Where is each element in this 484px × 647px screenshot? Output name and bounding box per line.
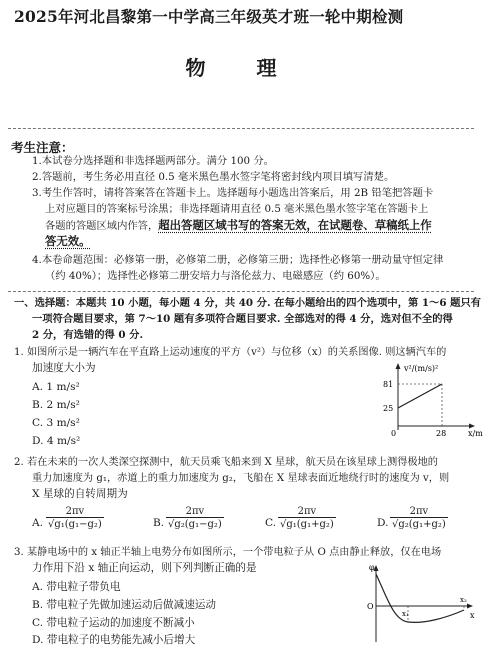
note-3-line3	[45, 218, 432, 235]
q3-option-b: B. 带电粒子先做加速运动后做减速运动	[32, 599, 217, 611]
note-4-line2: （约 40%）；选择性必修第二册安培力与洛伦兹力、电磁感应（约 60%）。	[45, 270, 386, 282]
y-tick-81: 81	[383, 380, 394, 389]
q1-v2-x-graph	[370, 360, 483, 438]
potential-curve	[376, 574, 464, 622]
note-1: 1.本试卷分选择题和非选择题两部分。满分 100 分。	[32, 155, 274, 167]
graph-line	[398, 384, 442, 408]
numerator: 2πv	[390, 506, 448, 518]
x-label: x	[470, 611, 475, 620]
q2-option-a-label: A.	[32, 517, 44, 529]
denominator: √g₁(g₁+g₂)	[280, 519, 334, 530]
denominator: √g₂(g₁−g₂)	[168, 519, 222, 530]
section-instructions-3: 2 分，有选错的得 0 分.	[32, 329, 144, 341]
origin-label: 0	[391, 429, 397, 438]
q1-option-c: C. 3 m/s²	[32, 417, 80, 429]
q3-option-a: A. 带电粒子带负电	[32, 581, 121, 593]
q3-potential-graph	[366, 562, 478, 646]
q2-option-d-fraction	[390, 506, 448, 530]
section-instructions-2: 一项符合题目要求，第 7～10 题有多项符合题目要求. 全部选对的得 4 分，选对但不全的得	[32, 313, 453, 325]
subject-title: 物 理	[185, 56, 299, 80]
note-3-line4: 答无效。	[45, 234, 91, 248]
divider	[8, 128, 474, 129]
q1-option-d: D. 4 m/s²	[32, 435, 81, 447]
q2-stem-1: 2. 若在未来的一次人类深空探测中，航天员乘飞船来到 X 星球，航天员在该星球上测得极地的	[14, 457, 438, 468]
x2-label: x₂	[460, 596, 467, 604]
q2-option-d-label: D.	[377, 517, 389, 529]
q2-option-b-label: B.	[153, 517, 165, 529]
q2-option-a-fraction	[46, 506, 104, 530]
numerator: 2πv	[278, 506, 336, 518]
q3-option-c: C. 带电粒子运动的加速度不断减小	[32, 617, 195, 629]
x-tick-28: 28	[436, 429, 447, 438]
phi-label: φ	[369, 563, 375, 572]
y-tick-25: 25	[383, 404, 394, 413]
origin-label: O	[367, 602, 374, 611]
note-3-plain: 各题的答题区域内作答，	[45, 220, 159, 232]
note-3-line2: 上对应题目的答案标号涂黑；非选择题请用直径 0.5 毫米黑色墨水签字笔在答题卡上	[45, 203, 429, 215]
note-3-line1: 3.考生作答时，请将答案答在答题卡上。选择题每小题选出答案后，用 2B 铅笔把答题卡	[32, 187, 434, 199]
q1-option-a: A. 1 m/s²	[32, 381, 80, 393]
divider	[8, 291, 474, 292]
x-axis-arrow	[469, 424, 475, 429]
x1-label: x₁	[402, 610, 409, 618]
x-axis-arrow	[467, 604, 473, 609]
exam-title: 2025年河北昌黎第一中学高三年级英才班一轮中期检测	[14, 7, 404, 26]
q2-option-c-fraction	[278, 506, 336, 530]
q3-option-d: D. 带电粒子的电势能先减小后增大	[32, 634, 196, 646]
numerator: 2πv	[46, 506, 104, 518]
section-instructions-1: 一、选择题：本题共 10 小题，每小题 4 分，共 40 分. 在每小题给出的四个选项中，第 1～6 题只有	[14, 297, 481, 309]
y-axis-arrow	[396, 363, 401, 369]
q1-stem-1: 1. 如图所示是一辆汽车在平直路上运动速度的平方（v²）与位移（x）的关系图像. 则这辆汽车的	[14, 347, 447, 358]
q2-stem-2: 重力加速度为 g₁，赤道上的重力加速度为 g₂，飞船在 X 星球表面近地绕行时的速度为 v，则	[32, 473, 450, 484]
y-axis-label: v²/(m/s)²	[404, 364, 439, 373]
x-axis-label: x/m	[468, 429, 483, 438]
numerator: 2πv	[166, 506, 224, 518]
q3-stem-1: 3. 某静电场中的 x 轴正半轴上电势分布如图所示，一个带电粒子从 O 点由静止释放，仅在电场	[14, 547, 442, 558]
q2-stem-3: X 星球的自转周期为	[32, 488, 128, 500]
q1-option-b: B. 2 m/s²	[32, 399, 80, 411]
q2-option-b-fraction	[166, 506, 224, 530]
denominator: √g₂(g₁+g₂)	[392, 519, 446, 530]
q3-stem-2: 力作用下沿 x 轴正向运动，则下列判断正确的是	[32, 562, 257, 574]
note-4-line1: 4.本卷命题范围：必修第一册，必修第二册，必修第三册；选择性必修第一册动量守恒定律	[32, 254, 444, 266]
q1-stem-2: 加速度大小为	[32, 362, 96, 374]
notes-heading: 考生注意：	[11, 140, 74, 155]
note-3-emphasis: 超出答题区域书写的答案无效，在试题卷、草稿纸上作	[158, 218, 432, 232]
q2-option-c-label: C.	[265, 517, 277, 529]
note-2: 2.答题前，考生务必用直径 0.5 毫米黑色墨水签字笔将密封线内项目填写清楚。	[32, 171, 395, 183]
denominator: √g₁(g₁−g₂)	[48, 519, 102, 530]
